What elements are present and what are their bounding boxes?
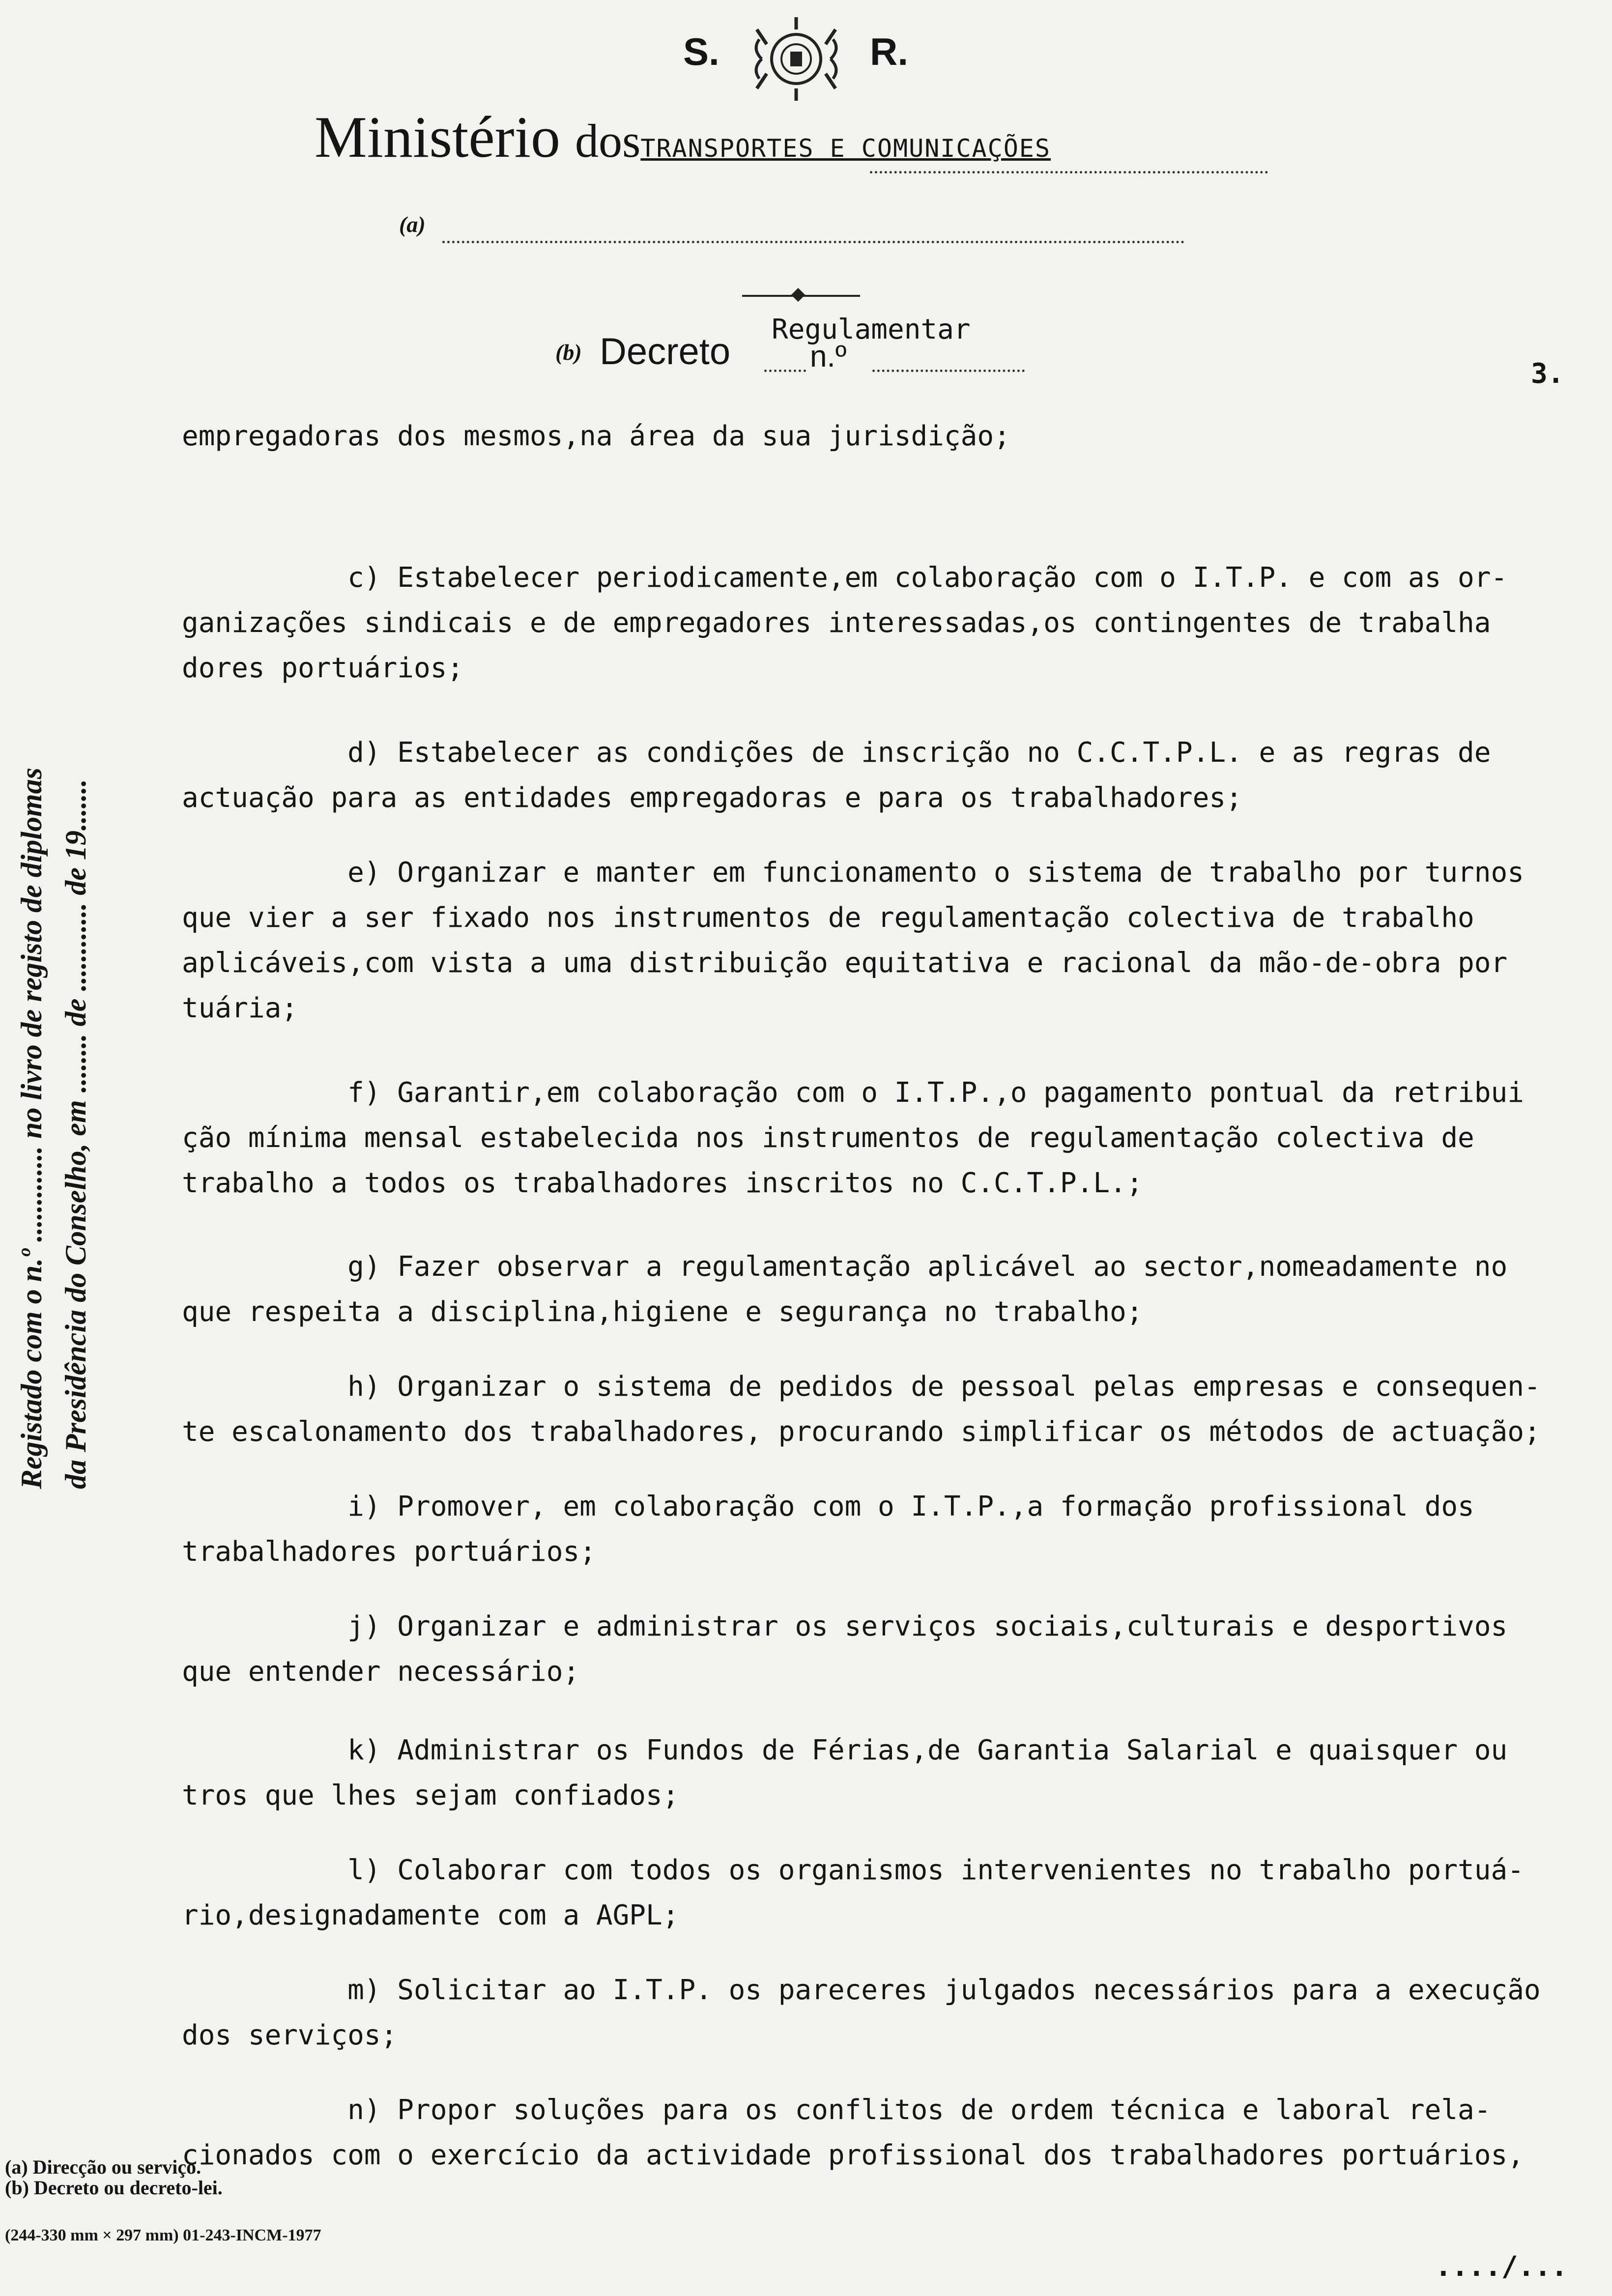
footnote-b: (b) Decreto ou decreto-lei. [5,2177,223,2199]
body-line-22: tros que lhes sejam confiados; [182,1779,679,1811]
label-a: (a) [399,212,426,237]
decree-dots-2 [872,370,1025,372]
body-line-17: i) Promover, em colaboração com o I.T.P.,a formação profissional dos [182,1491,1474,1522]
body-line-26: dos serviços; [182,2019,398,2051]
ministry-name: TRANSPORTES E COMUNICAÇÕES [640,134,1051,163]
decree-dots-1 [764,370,806,372]
body-line-2: ganizações sindicais e de empregadores interessadas,os contingentes de trabalha [182,607,1491,639]
decree-number-label: n.º [810,340,847,373]
coat-of-arms-icon [747,15,845,103]
body-line-10: f) Garantir,em colaboração com o I.T.P.,o pagamento pontual da retribui [182,1077,1524,1109]
body-line-18: trabalhadores portuários; [182,1536,596,1568]
body-line-6: e) Organizar e manter em funcionamento o sistema de trabalho por turnos [182,857,1524,889]
decree-word: Decreto [600,331,731,373]
registry-margin-note-2: da Presidência do Conselho, em ........ de ............ de 19....... [59,779,92,1489]
body-line-14: que respeita a disciplina,higiene e segurança no trabalho; [182,1296,1143,1328]
body-line-19: j) Organizar e administrar os serviços sociais,culturais e desportivos [182,1610,1508,1642]
registry-margin-note: Registado com o n.º ............. no livro de registo de diplomas [15,768,48,1489]
header-s-letter: S. [683,30,720,73]
ministry-title-word: Ministério [315,104,560,170]
body-line-7: que vier a ser fixado nos instrumentos de regulamentação colectiva de trabalho [182,902,1474,934]
body-line-24: rio,designadamente com a AGPL; [182,1899,679,1931]
body-line-12: trabalho a todos os trabalhadores inscritos no C.C.T.P.L.; [182,1167,1143,1199]
label-b: (b) [555,340,582,365]
footnote-a: (a) Direcção ou serviço. [5,2156,202,2178]
ministry-dotted-line [870,171,1268,173]
print-code: (244-330 mm × 297 mm) 01-243-INCM-1977 [5,2226,321,2244]
body-line-3: dores portuários; [182,652,464,684]
body-line-4: d) Estabelecer as condições de inscrição no C.C.T.P.L. e as regras de [182,737,1491,769]
ministry-prefix: dos [575,115,641,167]
body-line-5: actuação para as entidades empregadoras e para os trabalhadores; [182,782,1242,814]
body-line-23: l) Colaborar com todos os organismos intervenientes no trabalho portuá- [182,1854,1524,1886]
body-line-11: ção mínima mensal estabelecida nos instrumentos de regulamentação colectiva de [182,1122,1474,1154]
body-line-16: te escalonamento dos trabalhadores, procurando simplificar os métodos de actuação; [182,1416,1541,1448]
body-line-13: g) Fazer observar a regulamentação aplicável ao sector,nomeadamente no [182,1251,1508,1283]
body-line-28: cionados com o exercício da actividade profissional dos trabalhadores portuários, [182,2139,1524,2171]
decree-type: Regulamentar [772,314,971,345]
seal-emblem [747,15,845,105]
body-line-15: h) Organizar o sistema de pedidos de pessoal pelas empresas e consequen- [182,1371,1541,1403]
header-r-letter: R. [870,30,908,73]
body-line-25: m) Solicitar ao I.T.P. os pareceres julgados necessários para a execução [182,1974,1541,2006]
body-line-8: aplicáveis,com vista a uma distribuição equitativa e racional da mão-de-obra por [182,947,1508,979]
page-number: 3. [1531,358,1564,390]
body-line-1: c) Estabelecer periodicamente,em colaboração com o I.T.P. e com as or- [182,562,1508,594]
direction-dotted-line [442,241,1184,243]
body-line-0: empregadoras dos mesmos,na área da sua jurisdição; [182,420,1010,452]
ministry-title [315,103,1051,171]
body-line-27: n) Propor soluções para os conflitos de ordem técnica e laboral rela- [182,2094,1491,2126]
body-line-9: tuária; [182,992,298,1024]
divider-diamond-icon [791,288,805,302]
body-line-20: que entender necessário; [182,1656,580,1688]
continuation-mark: ..../... [1435,2251,1568,2283]
body-line-21: k) Administrar os Fundos de Férias,de Garantia Salarial e quaisquer ou [182,1734,1508,1766]
